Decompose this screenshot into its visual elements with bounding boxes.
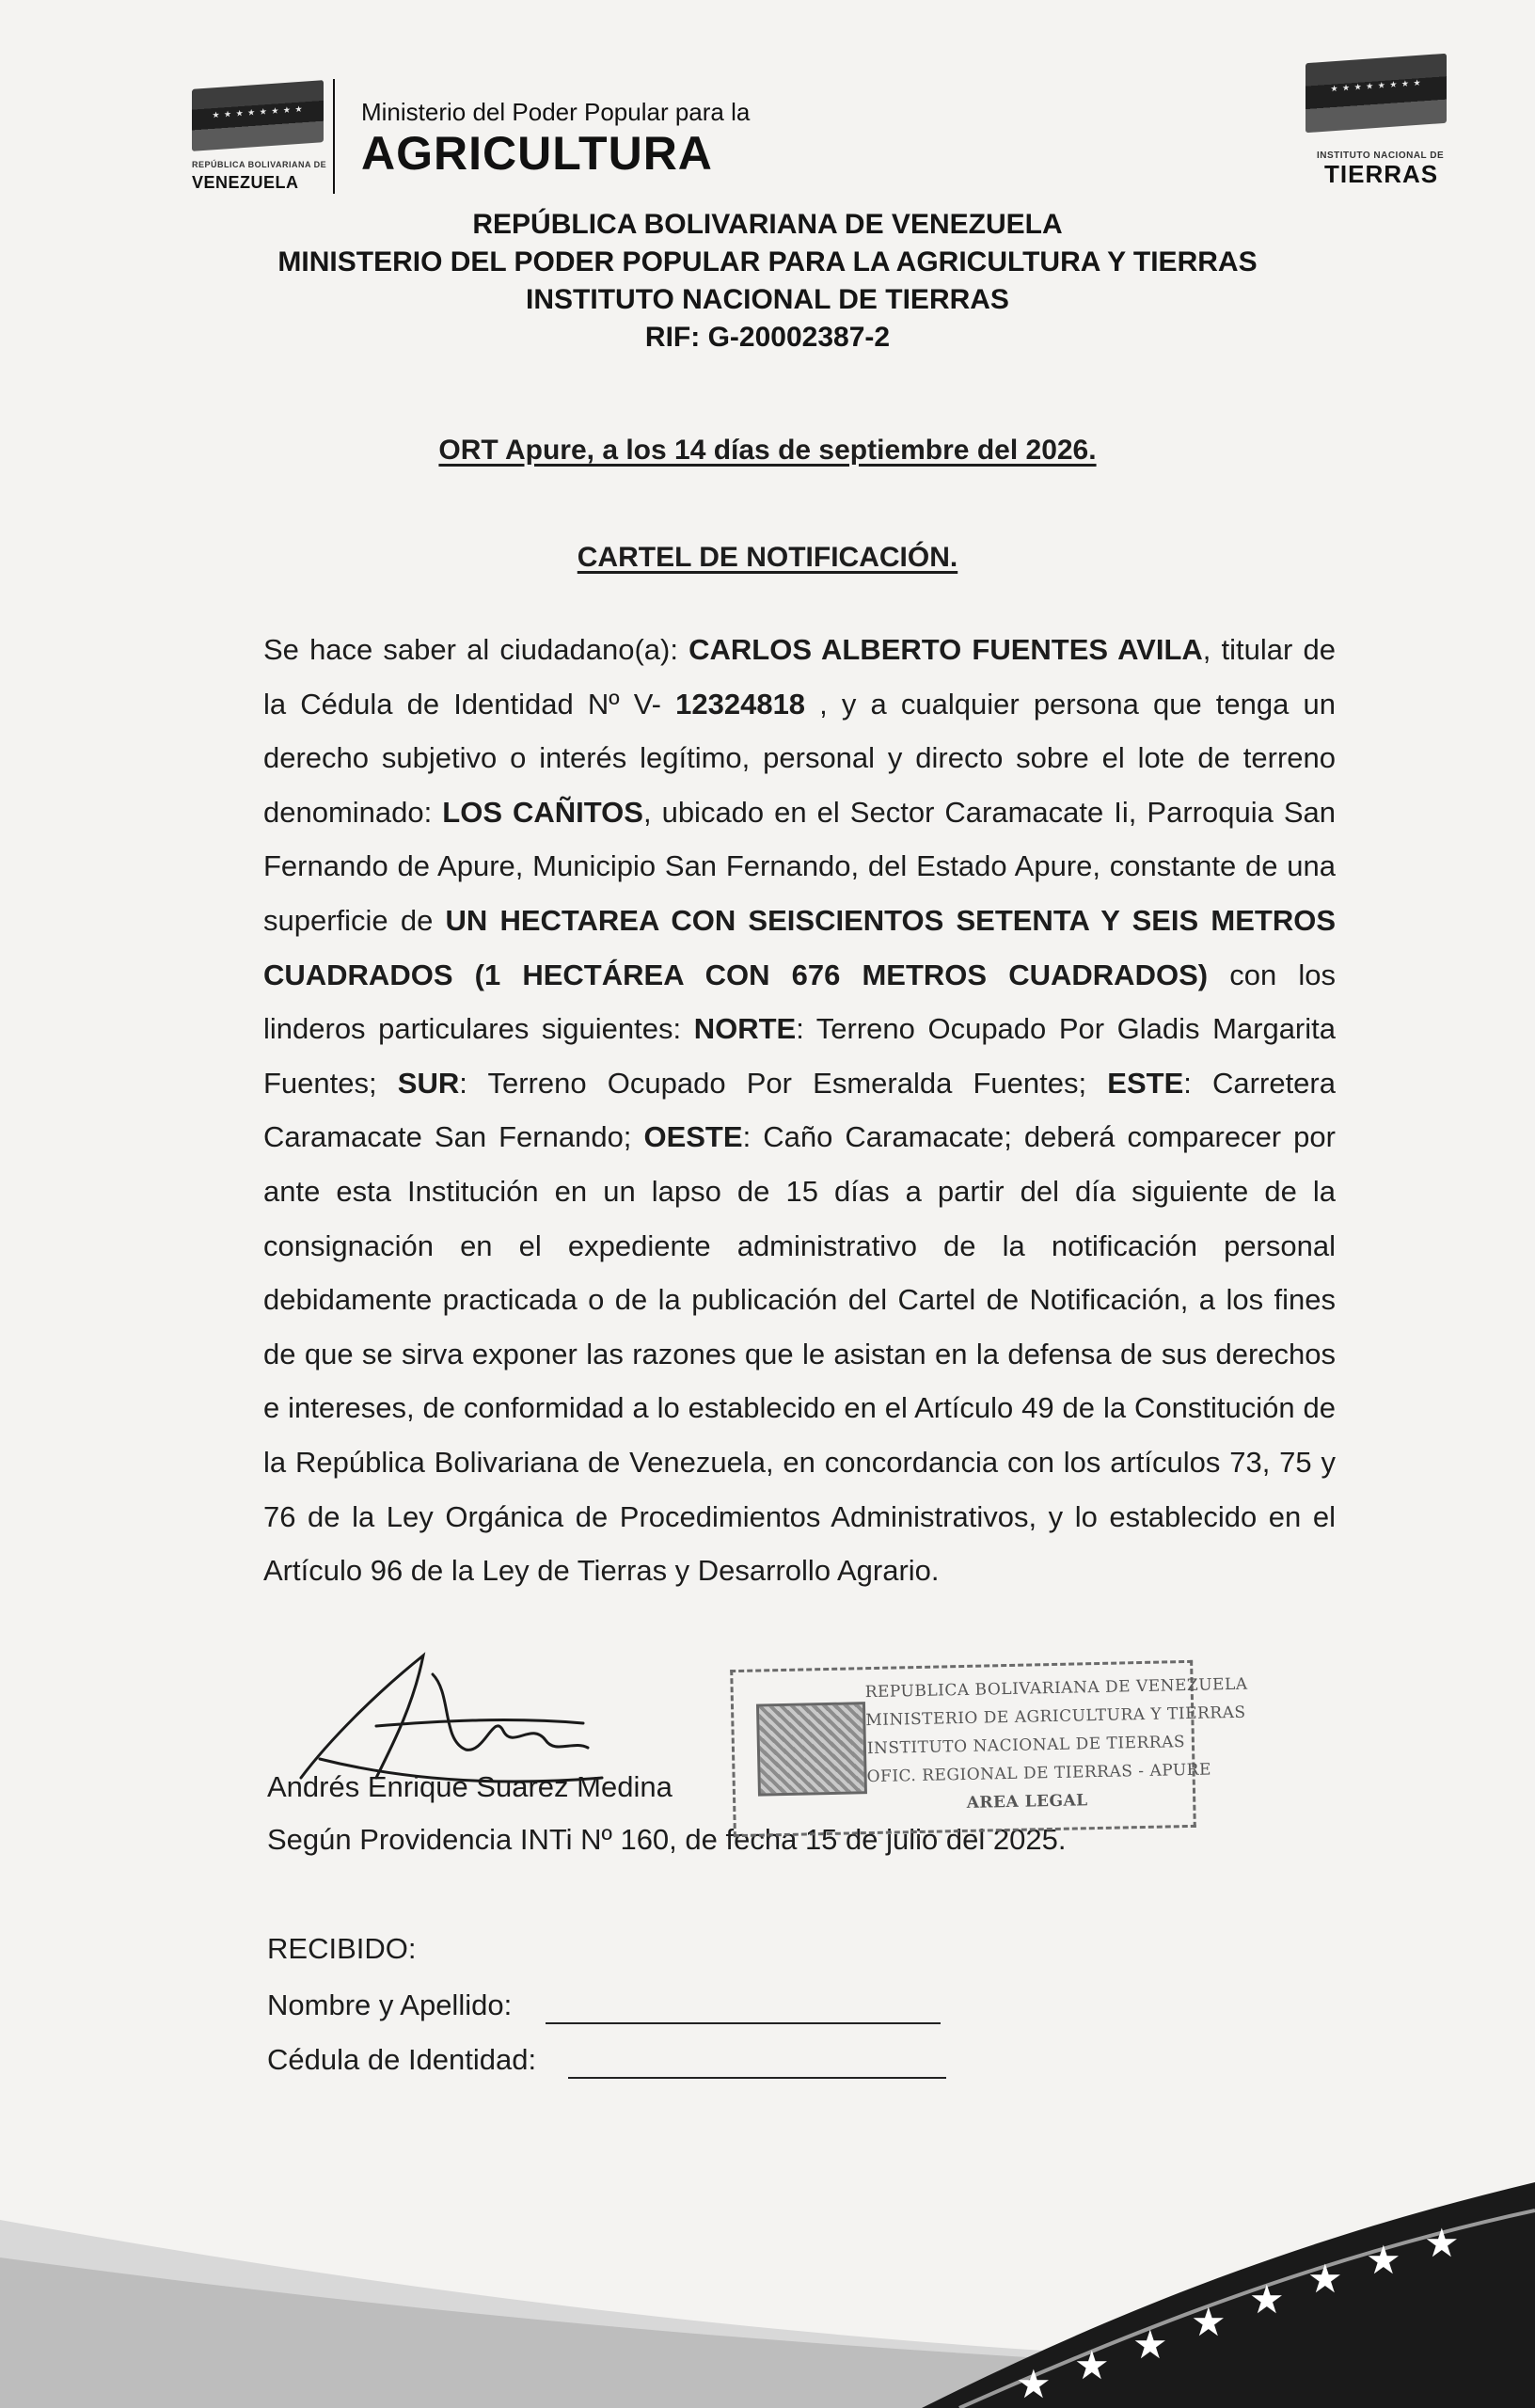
north-label: NORTE xyxy=(693,1012,797,1046)
stamp-emblem-icon xyxy=(756,1702,867,1796)
received-title: RECIBIDO: xyxy=(267,1932,417,1965)
right-logo-institute: INSTITUTO NACIONAL DE xyxy=(1317,150,1445,161)
stamp-line-1: REPUBLICA BOLIVARIANA DE VENEZUELA xyxy=(864,1674,1248,1703)
body-intro: Se hace saber al ciudadano(a): xyxy=(263,633,689,666)
citizen-id-number: 12324818 xyxy=(675,687,806,721)
lot-name: LOS CAÑITOS xyxy=(442,795,643,829)
east-boundary: : Carretera Caramacate San Fernando; xyxy=(263,1066,1336,1154)
stamp-line-5: AREA LEGAL xyxy=(966,1791,1088,1813)
place-date: ORT Apure, a los 14 días de septiembre del 2026. xyxy=(438,435,1097,466)
signatory-name: Andrés Enrique Suarez Medina xyxy=(267,1770,673,1803)
ministry-line: Ministerio del Poder Popular para la xyxy=(361,98,751,126)
notification-body xyxy=(263,623,1336,1598)
received-name-blank[interactable] xyxy=(546,2022,941,2024)
body-location: , ubicado en el Sector Caramacate Ii, Parroquia San Fernando de Apure, Municipio San Fernando, del Estado Apure, constante de una superficie de xyxy=(263,795,1336,937)
stamp-line-3: INSTITUTO NACIONAL DE TIERRAS xyxy=(866,1733,1186,1759)
received-id-label: Cédula de Identidad: xyxy=(267,2043,537,2076)
header-republic: REPÚBLICA BOLIVARIANA DE VENEZUELA xyxy=(472,209,1063,240)
footer-stars-icon: ★ ★ ★ ★ ★ ★ ★ ★ xyxy=(1016,2221,1460,2406)
west-label: OESTE xyxy=(643,1120,743,1154)
venezuela-flag-icon: ★ ★ ★ ★ ★ ★ ★ ★ xyxy=(192,80,324,151)
ministry-name: AGRICULTURA xyxy=(361,127,713,180)
north-boundary: : Terreno Ocupado Por Gladis Margarita Fuentes; xyxy=(263,1012,1336,1100)
header-rif: RIF: G-20002387-2 xyxy=(644,322,891,353)
received-id-blank[interactable] xyxy=(568,2077,946,2079)
header-ministry: MINISTERIO DEL PODER POPULAR PARA LA AGRICULTURA Y TIERRAS xyxy=(277,246,1258,277)
logo-divider xyxy=(333,79,335,194)
document-title: CARTEL DE NOTIFICACIÓN. xyxy=(577,542,958,573)
citizen-name: CARLOS ALBERTO FUENTES AVILA xyxy=(688,633,1203,666)
official-stamp xyxy=(730,1660,1248,1837)
left-logo-republic: REPÚBLICA BOLIVARIANA DE xyxy=(192,160,327,169)
body-id-intro: , titular de la Cédula de Identidad Nº V- xyxy=(263,633,1336,721)
body-interest: , y a cualquier persona que tenga un derecho subjetivo o interés legítimo, personal y directo sobre el lote de terreno denominado: xyxy=(263,687,1336,829)
left-logo-country: VENEZUELA xyxy=(192,173,299,192)
signatory-authority: Según Providencia INTi Nº 160, de fecha 15 de julio del 2025. xyxy=(267,1823,1067,1856)
west-boundary-and-conditions: : Caño Caramacate; deberá comparecer por ante esta Institución en un lapso de 15 días a partir del día siguiente de la consignación en el expediente administrativo de la notificación personal debidamente practicada o de la publicación del Cartel de Notificación, a los fines de que se sirva exponer las razones que le asistan en la defensa de sus derechos e intereses, de conformidad a lo establecido en el Artículo 49 de la Constitución de la República Bolivariana de Venezuela, en concordancia con los artículos 73, 75 y 76 de la Ley Orgánica de Procedimientos Administrativos, y lo establecido en el Artículo 96 de la Ley de Tierras y Desarrollo Agrario. xyxy=(263,1120,1336,1588)
south-label: SUR xyxy=(397,1066,460,1100)
stamp-line-4: OFIC. REGIONAL DE TIERRAS - APURE xyxy=(866,1760,1212,1787)
right-logo-name: TIERRAS xyxy=(1324,160,1439,188)
stamp-line-2: MINISTERIO DE AGRICULTURA Y TIERRAS xyxy=(865,1703,1246,1731)
body-boundaries-intro: con los linderos particulares siguientes: xyxy=(263,958,1336,1046)
south-boundary: : Terreno Ocupado Por Esmeralda Fuentes; xyxy=(459,1066,1108,1100)
tierras-flag-icon: ★ ★ ★ ★ ★ ★ ★ ★ xyxy=(1306,54,1447,133)
header-institute: INSTITUTO NACIONAL DE TIERRAS xyxy=(526,284,1009,315)
lot-area: UN HECTAREA CON SEISCIENTOS SETENTA Y SEIS METROS CUADRADOS (1 HECTÁREA CON 676 METROS CUADRADOS) xyxy=(263,903,1337,991)
received-name-label: Nombre y Apellido: xyxy=(267,1988,513,2021)
east-label: ESTE xyxy=(1107,1066,1184,1100)
